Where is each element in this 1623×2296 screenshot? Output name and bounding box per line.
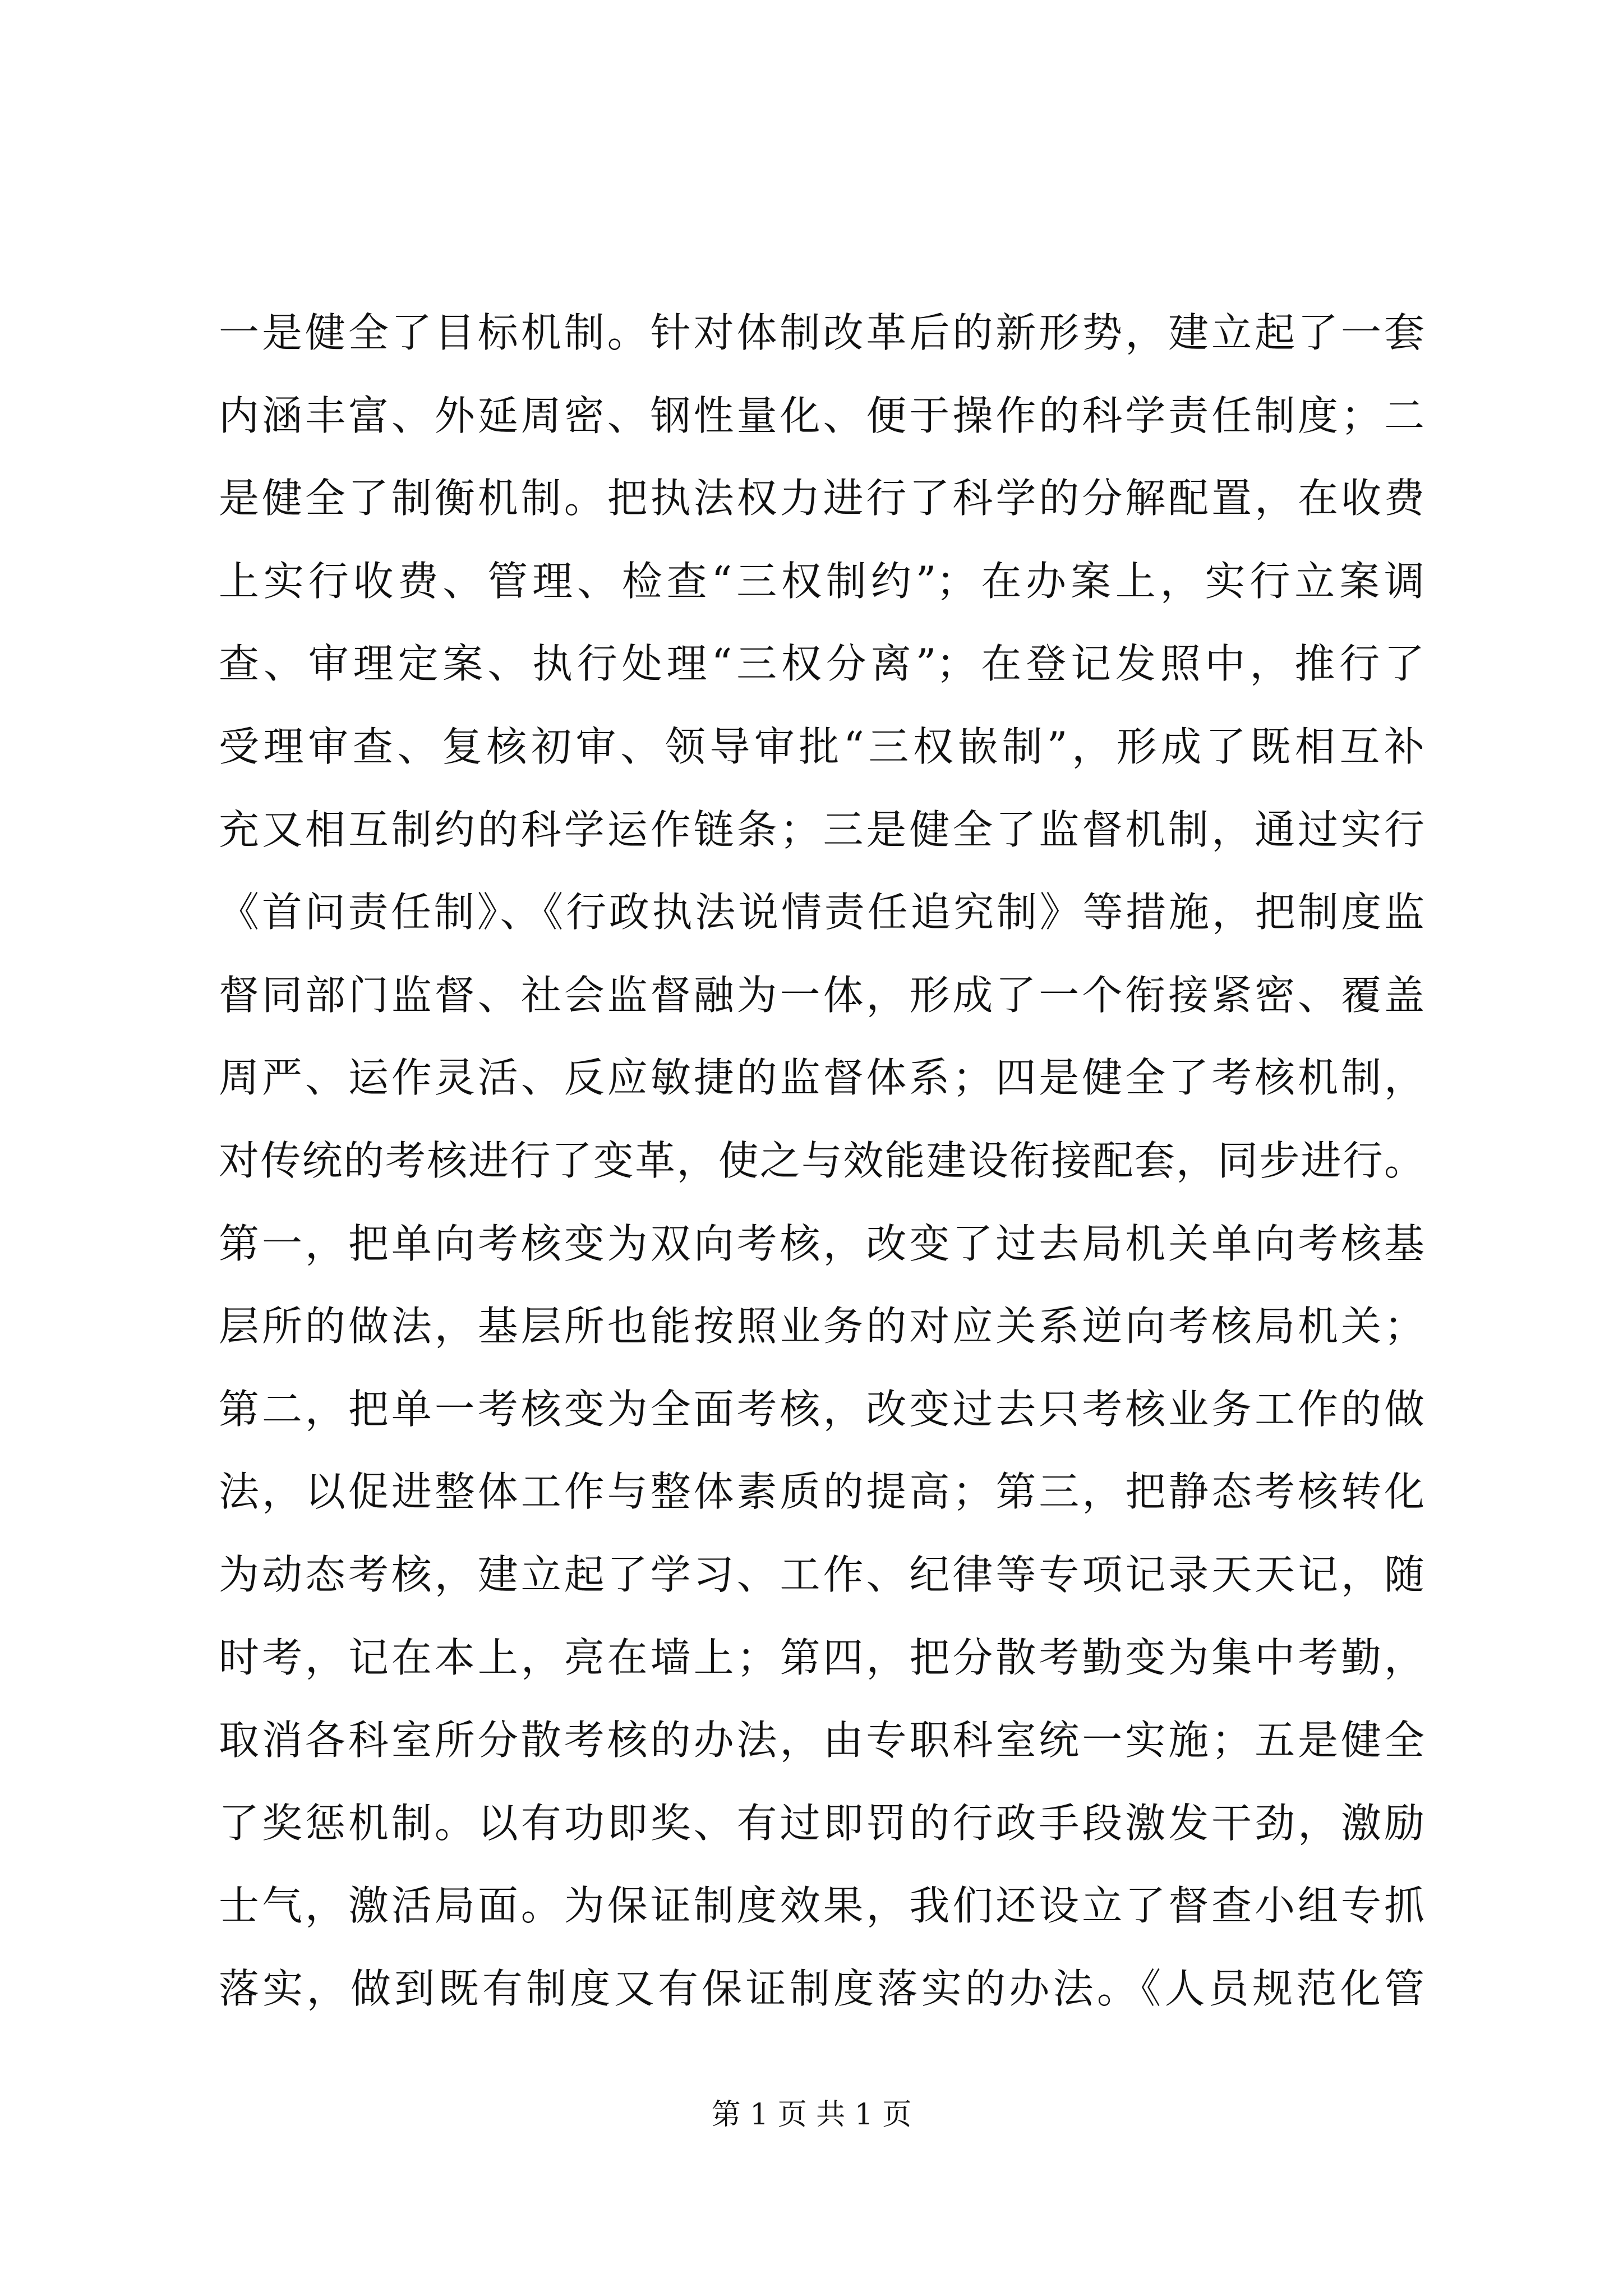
text-line: 是健全了制衡机制。把执法权力进行了科学的分解配置，在收费 (219, 475, 1424, 522)
text-line: 层所的做法，基层所也能按照业务的对应关系逆向考核局机关； (219, 1303, 1424, 1350)
text-line: 充又相互制约的科学运作链条；三是健全了监督机制，通过实行 (219, 806, 1424, 853)
text-line: 受理审查、复核初审、领导审批“三权嵌制”，形成了既相互补 (219, 723, 1424, 770)
page-number: 第 1 页 共 1 页 (711, 2098, 912, 2132)
text-line: 查、审理定案、执行处理“三权分离”；在登记发照中，推行了 (219, 640, 1424, 688)
text-line: 周严、运作灵活、反应敏捷的监督体系；四是健全了考核机制， (219, 1054, 1424, 1102)
text-line: 了奖惩机制。以有功即奖、有过即罚的行政手段激发干劲，激励 (219, 1799, 1424, 1847)
text-line: 《首问责任制》、《行政执法说情责任追究制》等措施，把制度监 (219, 889, 1424, 936)
text-line: 时考，记在本上，亮在墙上；第四，把分散考勤变为集中考勤， (219, 1634, 1424, 1681)
text-line: 第二，把单一考核变为全面考核，改变过去只考核业务工作的做 (219, 1385, 1424, 1433)
text-line: 对传统的考核进行了变革，使之与效能建设衔接配套，同步进行。 (219, 1137, 1424, 1184)
text-line: 内涵丰富、外延周密、钢性量化、便于操作的科学责任制度；二 (219, 392, 1424, 439)
text-line: 取消各科室所分散考核的办法，由专职科室统一实施；五是健全 (219, 1717, 1424, 1764)
page-footer (0, 2092, 1623, 2137)
text-line: 落实，做到既有制度又有保证制度落实的办法。《人员规范化管 (219, 1964, 1424, 2012)
text-line: 士气，激活局面。为保证制度效果，我们还设立了督查小组专抓 (219, 1882, 1424, 1930)
text-line: 一是健全了目标机制。针对体制改革后的新形势，建立起了一套 (219, 309, 1424, 356)
text-line: 督同部门监督、社会监督融为一体，形成了一个衔接紧密、覆盖 (219, 971, 1424, 1019)
text-line: 上实行收费、管理、检查“三权制约”；在办案上，实行立案调 (219, 557, 1424, 605)
text-line: 第一，把单向考核变为双向考核，改变了过去局机关单向考核基 (219, 1220, 1424, 1267)
body-text (219, 292, 1424, 2030)
text-line: 为动态考核，建立起了学习、工作、纪律等专项记录天天记，随 (219, 1550, 1424, 1598)
text-line: 法，以促进整体工作与整体素质的提高；第三，把静态考核转化 (219, 1468, 1424, 1516)
